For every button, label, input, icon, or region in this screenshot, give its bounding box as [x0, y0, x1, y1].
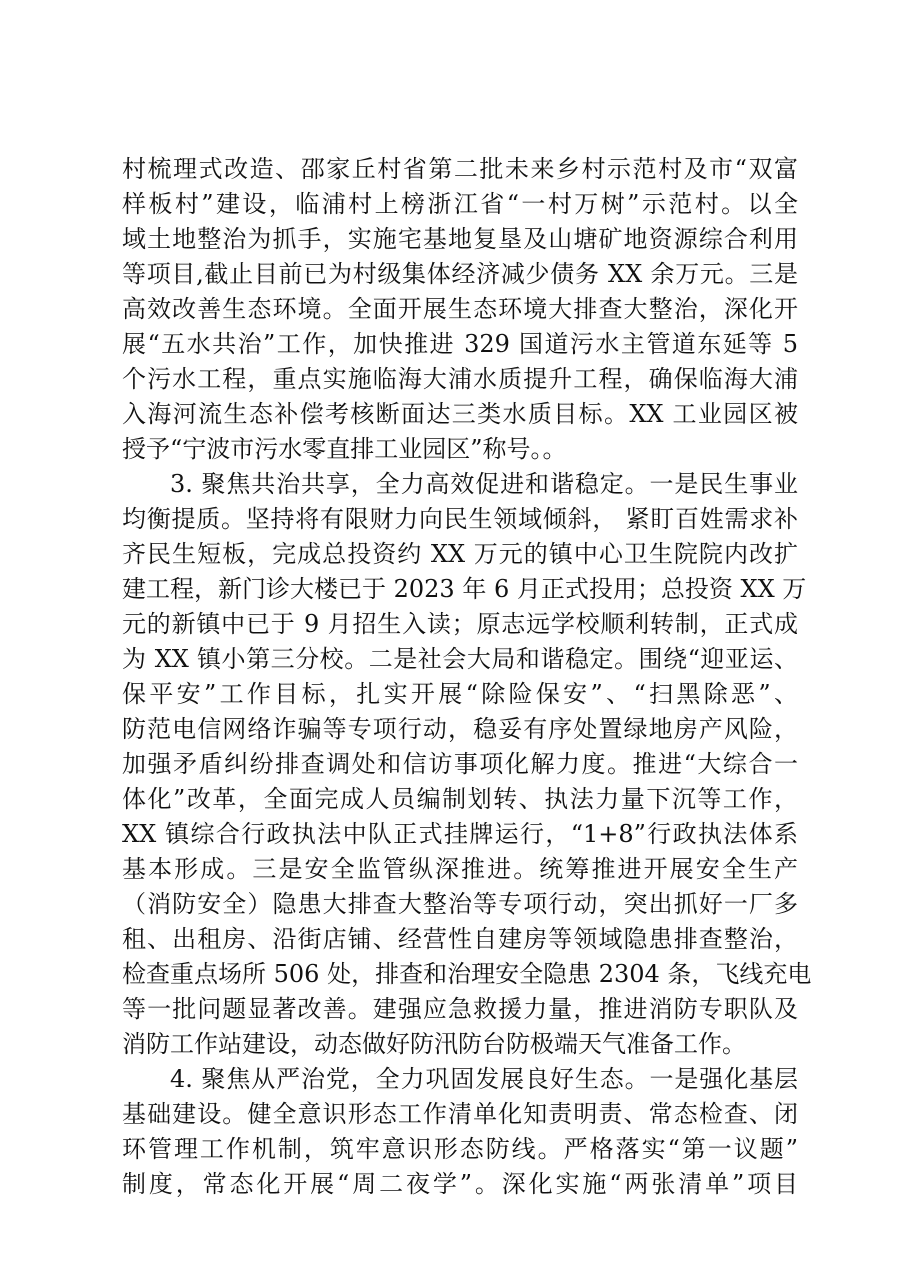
- text-line: 授予“宁波市污水零直排工业园区”称号。。: [122, 435, 567, 463]
- text-line: 高效改善生态环境。全面开展生态环境大排查大整治，深化开: [122, 295, 798, 323]
- text-line: 制度，常态化开展“周二夜学”。深化实施“两张清单”项目: [122, 1170, 798, 1198]
- text-line: 村梳理式改造、邵家丘村省第二批未来乡村示范村及市“双富: [122, 155, 798, 183]
- text-line: 防范电信网络诈骗等专项行动，稳妥有序处置绿地房产风险，: [122, 715, 798, 743]
- text-line: 元的新镇中已于 9 月招生入读；原志远学校顺利转制，正式成: [122, 610, 798, 638]
- text-line: （消防安全）隐患大排查大整治等专项行动，突出抓好一厂多: [122, 890, 798, 918]
- text-line: 环管理工作机制，筑牢意识形态防线。严格落实“第一议题”: [122, 1135, 798, 1163]
- text-line: 齐民生短板，完成总投资约 XX 万元的镇中心卫生院院内改扩: [122, 540, 798, 568]
- text-line: 体化”改革，全面完成人员编制划转、执法力量下沉等工作，: [122, 785, 798, 813]
- text-line: 个污水工程，重点实施临海大浦水质提升工程，确保临海大浦: [122, 365, 798, 393]
- text-line: 基础建设。健全意识形态工作清单化知责明责、常态检查、闭: [122, 1100, 798, 1128]
- text-line: 4. 聚焦从严治党，全力巩固发展良好生态。一是强化基层: [170, 1065, 798, 1093]
- text-line: 建工程，新门诊大楼已于 2023 年 6 月正式投用；总投资 XX 万: [122, 575, 807, 603]
- text-line: 均衡提质。坚持将有限财力向民生领域倾斜， 紧盯百姓需求补: [122, 505, 798, 533]
- text-line: 保平安”工作目标，扎实开展“除险保安”、“扫黑除恶”、: [122, 680, 798, 708]
- text-line: XX 镇综合行政执法中队正式挂牌运行，“1+8”行政执法体系: [122, 820, 798, 848]
- text-line: 样板村”建设，临浦村上榜浙江省“一村万树”示范村。以全: [122, 190, 798, 218]
- text-line: 入海河流生态补偿考核断面达三类水质目标。XX 工业园区被: [122, 400, 798, 428]
- text-line: 加强矛盾纠纷排查调处和信访事项化解力度。推进“大综合一: [122, 750, 798, 778]
- document-body: [122, 152, 812, 1202]
- text-line: 等一批问题显著改善。建强应急救援力量，推进消防专职队及: [122, 995, 798, 1023]
- text-line: 域土地整治为抓手，实施宅基地复垦及山塘矿地资源综合利用: [122, 225, 798, 253]
- text-line: 基本形成。三是安全监管纵深推进。统筹推进开展安全生产: [122, 855, 798, 883]
- text-line: 租、出租房、沿街店铺、经营性自建房等领域隐患排查整治，: [122, 925, 798, 953]
- text-line: 消防工作站建设，动态做好防汛防台防极端天气准备工作。: [122, 1030, 746, 1058]
- text-line: 检查重点场所 506 处，排查和治理安全隐患 2304 条，飞线充电: [122, 960, 812, 988]
- text-line: 展“五水共治”工作，加快推进 329 国道污水主管道东延等 5: [122, 330, 798, 358]
- text-line: 3. 聚焦共治共享，全力高效促进和谐稳定。一是民生事业: [170, 470, 798, 498]
- text-line: 等项目,截止目前已为村级集体经济减少债务 XX 余万元。三是: [122, 260, 798, 288]
- text-line: 为 XX 镇小第三分校。二是社会大局和谐稳定。围绕“迎亚运、: [122, 645, 798, 673]
